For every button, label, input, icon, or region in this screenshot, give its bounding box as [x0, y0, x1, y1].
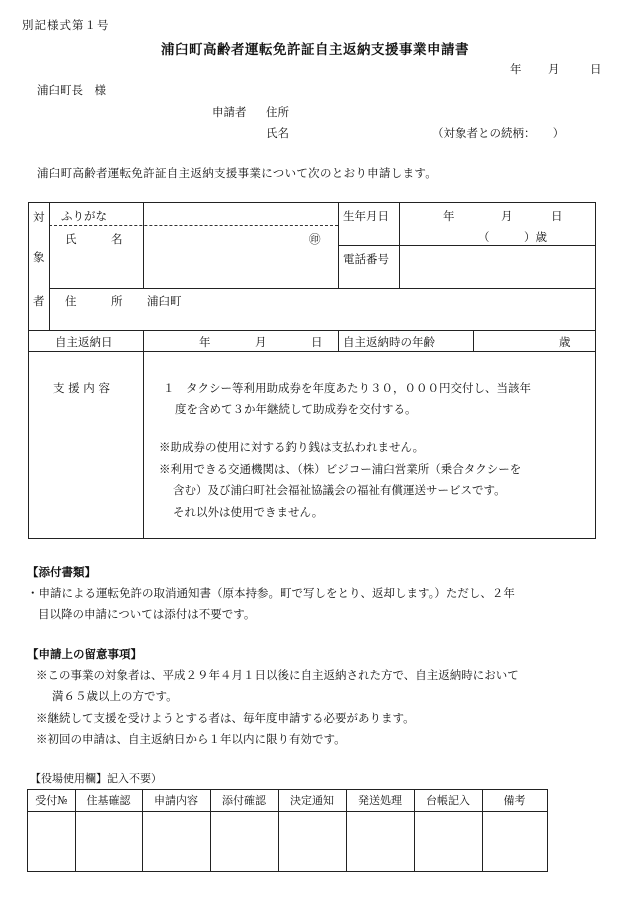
addressee: 浦臼町長 様	[37, 83, 106, 97]
attachments-heading: 【添付書類】	[27, 565, 96, 579]
date-year: 年	[510, 62, 522, 76]
date-month: 月	[548, 62, 560, 76]
intro-text: 浦臼町高齢者運転免許証自主返納支援事業について次のとおり申請します。	[37, 166, 438, 180]
name-label: 氏 名	[65, 232, 123, 246]
target-char-2: 象	[33, 250, 45, 264]
birth-month: 月	[501, 209, 513, 223]
date-day: 日	[590, 62, 602, 76]
return-age-label: 自主返納時の年齢	[343, 335, 435, 349]
target-char-3: 者	[33, 294, 45, 308]
support-label: 支 援 内 容	[53, 381, 110, 395]
birth-year: 年	[443, 209, 455, 223]
notes-line-4: ※初回の申請は、自主返納日から１年以内に限り有効です。	[36, 732, 346, 746]
applicant-label: 申請者	[212, 105, 247, 119]
birthdate-label: 生年月日	[343, 209, 389, 223]
address-value: 浦臼町	[147, 294, 182, 308]
office-col-3: 申請内容	[154, 794, 198, 807]
support-line-2: 度を含めて３か年継続して助成券を交付する。	[175, 402, 417, 416]
seal-mark: ㊞	[309, 232, 321, 246]
support-line-6: それ以外は使用できません。	[173, 505, 324, 519]
applicant-address-label: 住所	[266, 105, 289, 119]
notes-line-1: ※この事業の対象者は、平成２９年４月１日以後に自主返納された方で、自主返納時において	[36, 668, 519, 682]
office-col-5: 決定通知	[290, 794, 334, 807]
office-col-7: 台帳記入	[426, 794, 470, 807]
support-line-3: ※助成券の使用に対する釣り銭は支払われません。	[159, 440, 425, 454]
notes-line-3: ※継続して支援を受けようとする者は、毎年度申請する必要があります。	[36, 711, 415, 725]
office-col-2: 住基確認	[86, 794, 131, 807]
applicant-name-label: 氏名	[266, 126, 289, 140]
support-line-1: １ タクシー等利用助成券を年度あたり３０，０００円交付し、当該年	[163, 381, 531, 395]
office-heading: 【役場使用欄】記入不要）	[30, 772, 162, 785]
birth-age: （ ）歳	[478, 230, 547, 244]
target-char-1: 対	[33, 210, 45, 224]
application-table	[28, 202, 596, 539]
return-date-label: 自主返納日	[55, 335, 113, 349]
attachments-line-2: 目以降の申請については添付は不要です。	[38, 607, 256, 621]
birth-day: 日	[551, 209, 563, 223]
notes-heading: 【申請上の留意事項】	[27, 647, 142, 661]
notes-line-2: 満６５歳以上の方です。	[52, 689, 178, 703]
applicant-relation-label: （対象者との続柄： ）	[432, 126, 565, 140]
office-col-8: 備考	[503, 794, 526, 807]
address-label: 住 所	[65, 294, 123, 308]
return-year: 年	[199, 335, 211, 349]
office-use-table	[27, 789, 548, 872]
phone-label: 電話番号	[343, 252, 389, 266]
support-line-4: ※利用できる交通機関は、（株）ビジコー浦臼営業所（乗合タクシーを	[159, 462, 522, 476]
form-number: 別記様式第１号	[22, 18, 110, 32]
support-line-5: 含む）及び浦臼町社会福祉協議会の福祉有償運送サービスです。	[173, 483, 506, 497]
office-col-1: 受付№	[35, 794, 68, 807]
attachments-line-1: ・申請による運転免許の取消通知書（原本持参。町で写しをとり、返却します。）ただし、２年	[27, 586, 515, 600]
return-day: 日	[311, 335, 323, 349]
return-age-unit: 歳	[559, 335, 571, 349]
furigana-label: ふりがな	[61, 209, 107, 223]
page-title: 浦臼町高齢者運転免許証自主返納支援事業申請書	[161, 42, 469, 58]
office-col-6: 発送処理	[358, 794, 402, 807]
return-month: 月	[255, 335, 267, 349]
office-col-4: 添付確認	[222, 794, 266, 807]
